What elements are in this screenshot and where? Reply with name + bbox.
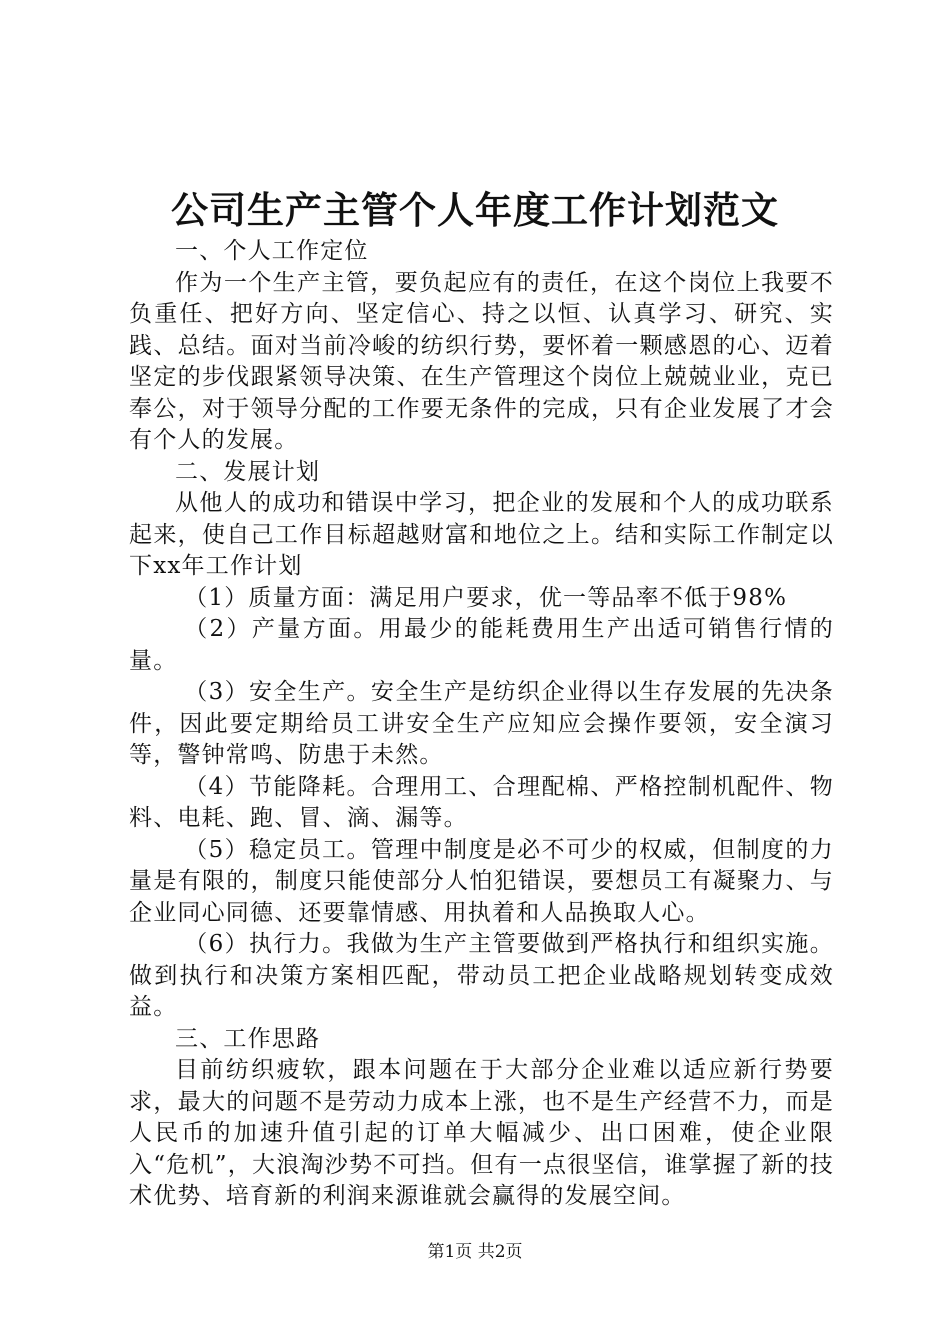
document-title: 公司生产主管个人年度工作计划范文 (171, 188, 779, 232)
list-item: （6）执行力。我做为生产主管要做到严格执行和组织实施。做到执行和决策方案相匹配，带动员工把企业战略规划转变成效益。 (129, 931, 834, 1020)
paragraph: 作为一个生产主管，要负起应有的责任，在这个岗位上我要不负重任、把好方向、坚定信心、持之以恒、认真学习、研究、实践、总结。面对当前冷峻的纺织行势，要怀着一颗感恩的心、迈着坚定的步伐跟紧领导决策、在生产管理这个岗位上兢兢业业，克已奉公，对于领导分配的工作要无条件的完成，只有企业发展了才会有个人的发展。 (129, 269, 834, 453)
section-heading: 二、发展计划 (175, 458, 321, 485)
document-body (129, 236, 834, 1213)
paragraph: 目前纺织疲软，跟本问题在于大部分企业难以适应新行势要求，最大的问题不是劳动力成本上涨，也不是生产经营不力，而是人民币的加速升值引起的订单大幅减少、出口困难，使企业限入“危机”，大浪淘沙势不可挡。但有一点很坚信，谁掌握了新的技术优势、培育新的利润来源谁就会赢得的发展空间。 (129, 1057, 834, 1209)
list-item: （1）质量方面：满足用户要求，优一等品率不低于98% (184, 584, 788, 611)
paragraph: 从他人的成功和错误中学习，把企业的发展和个人的成功联系起来，使自己工作目标超越财富和地位之上。结和实际工作制定以下xx年工作计划 (129, 490, 834, 579)
section-heading: 一、个人工作定位 (175, 238, 369, 264)
list-item: （2）产量方面。用最少的能耗费用生产出适可销售行情的量。 (129, 616, 834, 674)
page-number-footer: 第1页 共2页 (427, 1242, 523, 1262)
list-item: （3）安全生产。安全生产是纺织企业得以生存发展的先决条件，因此要定期给员工讲安全生产应知应会操作要领，安全演习等，警钟常鸣、防患于未然。 (129, 679, 834, 768)
list-item: （5）稳定员工。管理中制度是必不可少的权威，但制度的力量是有限的，制度只能使部分人怕犯错误，要想员工有凝聚力、与企业同心同德、还要靠情感、用执着和人品换取人心。 (129, 836, 834, 926)
section-heading: 三、工作思路 (175, 1025, 321, 1052)
list-item: （4）节能降耗。合理用工、合理配棉、严格控制机配件、物料、电耗、跑、冒、滴、漏等。 (129, 773, 834, 831)
